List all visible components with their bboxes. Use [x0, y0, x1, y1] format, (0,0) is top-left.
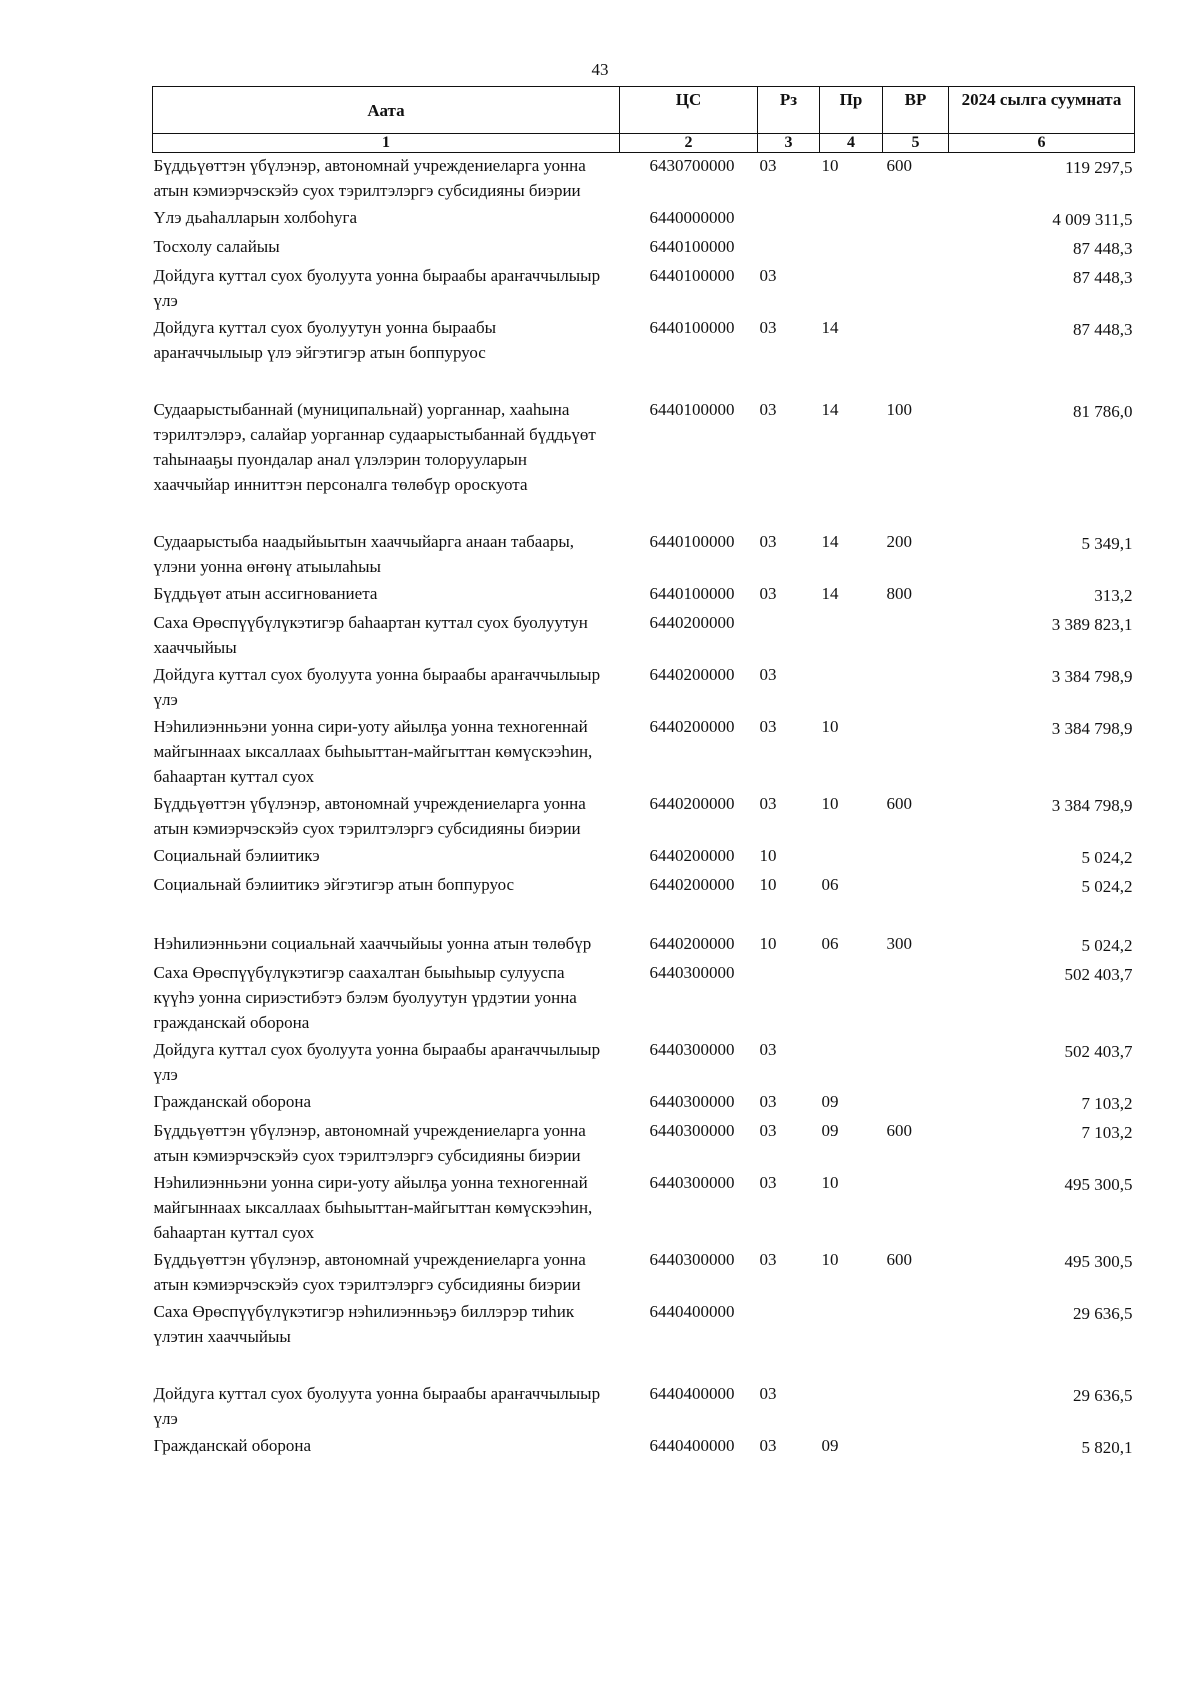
cell-vr [883, 205, 949, 234]
cell-rz: 03 [759, 1384, 777, 1403]
cell-rz: 03 [759, 1121, 777, 1140]
cell-sum: 29 636,5 [1073, 1304, 1133, 1323]
cell-rz [758, 960, 820, 1037]
header-vr: ВР [883, 87, 949, 134]
cell-vr: 600 [886, 156, 912, 175]
cell-name: Социальнай бэлиитикэ [153, 846, 320, 865]
cell-rz [758, 205, 820, 234]
cell-cs: 6440300000 [649, 1250, 735, 1269]
cell-rz: 03 [759, 584, 777, 603]
cell-name: Гражданскай оборона [153, 1092, 312, 1111]
cell-sum: 502 403,7 [1064, 1042, 1133, 1061]
cell-rz [758, 1299, 820, 1381]
cell-sum: 87 448,3 [1073, 268, 1133, 287]
cell-vr [883, 1037, 949, 1089]
cell-cs: 6440300000 [649, 1173, 735, 1192]
cell-vr: 600 [886, 1121, 912, 1140]
table-row [153, 960, 1135, 1037]
cell-cs: 6440000000 [649, 208, 735, 227]
cell-vr [883, 315, 949, 397]
header-num-cs: 2 [620, 134, 758, 153]
cell-rz: 10 [759, 934, 777, 953]
cell-sum: 7 103,2 [1081, 1094, 1133, 1113]
cell-sum: 87 448,3 [1073, 320, 1133, 339]
cell-cs: 6440200000 [649, 717, 735, 736]
cell-name: Бүддьүөттэн үбүлэнэр, автономнай учреждениеларга уонна атын кэмиэрчэскэйэ суох тэрилтэлэргэ субсидияны биэрии [153, 156, 586, 200]
cell-vr [883, 843, 949, 872]
header-num-vr: 5 [883, 134, 949, 153]
cell-sum: 5 820,1 [1081, 1438, 1133, 1457]
table-row [153, 714, 1135, 791]
header-num-pr: 4 [820, 134, 883, 153]
cell-rz: 10 [759, 846, 777, 865]
cell-pr: 06 [821, 934, 839, 953]
cell-pr [820, 1037, 883, 1089]
cell-rz: 03 [759, 1040, 777, 1059]
cell-cs: 6440400000 [649, 1384, 735, 1403]
cell-pr [820, 960, 883, 1037]
cell-name: Дойдуга куттал суох буолуутун уонна быраабы араҥаччылыыр үлэ эйгэтигэр атын боппуруос [153, 318, 497, 362]
cell-vr: 100 [886, 400, 912, 419]
cell-sum: 502 403,7 [1064, 965, 1133, 984]
cell-cs: 6440200000 [649, 846, 735, 865]
table-row [153, 205, 1135, 234]
header-num-rz: 3 [758, 134, 820, 153]
cell-name: Дойдуга куттал суох буолуута уонна быраабы араҥаччылыыр үлэ [153, 1384, 601, 1428]
cell-vr [883, 872, 949, 931]
cell-sum: 3 384 798,9 [1051, 796, 1133, 815]
cell-vr [883, 1381, 949, 1433]
table-row [153, 153, 1135, 206]
table-row [153, 872, 1135, 931]
cell-cs: 6440400000 [649, 1302, 735, 1321]
cell-sum: 5 349,1 [1081, 534, 1133, 553]
cell-vr [883, 1299, 949, 1381]
cell-sum: 87 448,3 [1073, 239, 1133, 258]
header-num-name: 1 [153, 134, 620, 153]
table-row [153, 1037, 1135, 1089]
cell-vr: 300 [886, 934, 912, 953]
cell-pr: 06 [821, 875, 839, 894]
cell-pr: 09 [821, 1092, 839, 1111]
table-row [153, 397, 1135, 529]
cell-name: Нэһилиэнньэни уонна сири-уоту айылҕа уонна техногеннай майгыннаах ыксаллаах быһыыттан-майгыттан көмүскээһин, баһаартан куттал суох [153, 717, 593, 786]
table-row [153, 791, 1135, 843]
cell-vr [883, 1170, 949, 1247]
table-row [153, 315, 1135, 397]
cell-pr [820, 1299, 883, 1381]
header-rz: Рз [758, 87, 820, 134]
table-row [153, 234, 1135, 263]
cell-sum: 495 300,5 [1064, 1252, 1133, 1271]
cell-rz [758, 234, 820, 263]
cell-name: Үлэ дьаһалларын холбоһуга [153, 208, 358, 227]
cell-cs: 6440100000 [649, 266, 735, 285]
cell-rz: 03 [759, 794, 777, 813]
cell-sum: 5 024,2 [1081, 936, 1133, 955]
cell-name: Гражданскай оборона [153, 1436, 312, 1455]
cell-rz [758, 610, 820, 662]
cell-name: Бүддьүөттэн үбүлэнэр, автономнай учреждениеларга уонна атын кэмиэрчэскэйэ суох тэрилтэлэргэ субсидияны биэрии [153, 1121, 586, 1165]
cell-rz: 03 [759, 717, 777, 736]
cell-cs: 6440200000 [649, 665, 735, 684]
cell-rz: 03 [759, 532, 777, 551]
cell-sum: 3 384 798,9 [1051, 667, 1133, 686]
cell-vr [883, 1433, 949, 1462]
table-row [153, 581, 1135, 610]
cell-cs: 6440100000 [649, 400, 735, 419]
header-name: Аата [153, 87, 620, 134]
cell-vr: 800 [886, 584, 912, 603]
cell-pr [820, 662, 883, 714]
table-row [153, 1433, 1135, 1462]
cell-pr: 09 [821, 1121, 839, 1140]
cell-name: Нэһилиэнньэни социальнай хааччыйыы уонна атын төлөбүр [153, 934, 592, 953]
header-sum: 2024 сылга суумната [949, 87, 1135, 134]
cell-name: Саха Өрөспүүбүлүкэтигэр нэһилиэнньэҕэ биллэрэр тиһик үлэтин хааччыйыы [153, 1302, 575, 1346]
cell-name: Саха Өрөспүүбүлүкэтигэр баһаартан куттал суох буолуутун хааччыйыы [153, 613, 588, 657]
cell-vr: 600 [886, 1250, 912, 1269]
cell-pr [820, 205, 883, 234]
cell-pr: 14 [821, 400, 839, 419]
cell-pr: 14 [821, 584, 839, 603]
cell-pr: 10 [821, 156, 839, 175]
cell-cs: 6440300000 [649, 1121, 735, 1140]
cell-rz: 03 [759, 318, 777, 337]
cell-pr: 10 [821, 794, 839, 813]
cell-rz: 10 [759, 875, 777, 894]
cell-name: Дойдуга куттал суох буолуута уонна быраабы араҥаччылыыр үлэ [153, 665, 601, 709]
cell-vr: 600 [886, 794, 912, 813]
cell-vr [883, 610, 949, 662]
cell-pr: 14 [821, 532, 839, 551]
cell-rz: 03 [759, 1092, 777, 1111]
cell-name: Тосхолу салайыы [153, 237, 280, 256]
cell-name: Бүддьүөт атын ассигнованиета [153, 584, 378, 603]
cell-name: Судаарыстыба наадыйыытын хааччыйарга анаан табаары, үлэни уонна өҥөнү атыылаһыы [153, 532, 575, 576]
page-number: 43 [591, 60, 609, 79]
cell-cs: 6440200000 [649, 934, 735, 953]
cell-cs: 6440200000 [649, 794, 735, 813]
cell-rz: 03 [759, 1173, 777, 1192]
cell-vr [883, 960, 949, 1037]
table-row [153, 1381, 1135, 1433]
cell-pr [820, 1381, 883, 1433]
cell-pr: 10 [821, 717, 839, 736]
cell-pr [820, 843, 883, 872]
cell-name: Дойдуга куттал суох буолуута уонна быраабы араҥаччылыыр үлэ [153, 266, 601, 310]
cell-cs: 6440200000 [649, 613, 735, 632]
table-row [153, 662, 1135, 714]
cell-sum: 4 009 311,5 [1052, 210, 1133, 229]
table-row [153, 1299, 1135, 1381]
cell-sum: 81 786,0 [1073, 402, 1133, 421]
table-row [153, 1247, 1135, 1299]
table-row [153, 529, 1135, 581]
cell-pr: 09 [821, 1436, 839, 1455]
cell-sum: 7 103,2 [1081, 1123, 1133, 1142]
cell-name: Дойдуга куттал суох буолуута уонна быраабы араҥаччылыыр үлэ [153, 1040, 601, 1084]
cell-rz: 03 [759, 266, 777, 285]
table-row [153, 843, 1135, 872]
header-cs: ЦС [620, 87, 758, 134]
cell-pr [820, 610, 883, 662]
table-row [153, 263, 1135, 315]
budget-table [152, 86, 1135, 1462]
cell-name: Бүддьүөттэн үбүлэнэр, автономнай учреждениеларга уонна атын кэмиэрчэскэйэ суох тэрилтэлэргэ субсидияны биэрии [153, 1250, 586, 1294]
cell-sum: 119 297,5 [1065, 158, 1133, 177]
cell-rz: 03 [759, 665, 777, 684]
cell-cs: 6440300000 [649, 1092, 735, 1111]
cell-pr: 14 [821, 318, 839, 337]
cell-vr [883, 1089, 949, 1118]
cell-cs: 6440300000 [649, 1040, 735, 1059]
cell-vr [883, 263, 949, 315]
cell-cs: 6440400000 [649, 1436, 735, 1455]
cell-sum: 5 024,2 [1081, 877, 1133, 896]
cell-cs: 6440100000 [649, 237, 735, 256]
table-body [153, 153, 1135, 1463]
cell-name: Судаарыстыбаннай (муниципальнай) уорганнар, хааһына тэрилтэлэрэ, салайар уорганнар судаарыстыбаннай бүддьүөт таһынааҕы пуондалар анал үлэлэрин толорууларын хааччыйар инниттэн персоналга төлөбүр ороскуота [153, 400, 596, 494]
cell-sum: 3 384 798,9 [1051, 719, 1133, 738]
cell-cs: 6440300000 [649, 963, 735, 982]
cell-vr [883, 662, 949, 714]
table-row [153, 1089, 1135, 1118]
cell-rz: 03 [759, 156, 777, 175]
cell-vr [883, 714, 949, 791]
cell-sum: 313,2 [1094, 586, 1133, 605]
table-header [153, 87, 1135, 153]
cell-vr [883, 234, 949, 263]
cell-name: Саха Өрөспүүбүлүкэтигэр саахалтан быыһыыр сулууспа күүһэ уонна сириэстибэтэ бэлэм буолуутун үрдэтии уонна гражданскай оборона [153, 963, 577, 1032]
cell-vr: 200 [886, 532, 912, 551]
cell-rz: 03 [759, 1436, 777, 1455]
cell-cs: 6440100000 [649, 584, 735, 603]
table-row [153, 610, 1135, 662]
header-pr: Пр [820, 87, 883, 134]
header-num-sum: 6 [949, 134, 1135, 153]
cell-pr [820, 234, 883, 263]
cell-rz: 03 [759, 400, 777, 419]
cell-cs: 6430700000 [649, 156, 735, 175]
cell-pr: 10 [821, 1173, 839, 1192]
cell-cs: 6440100000 [649, 318, 735, 337]
cell-name: Бүддьүөттэн үбүлэнэр, автономнай учреждениеларга уонна атын кэмиэрчэскэйэ суох тэрилтэлэргэ субсидияны биэрии [153, 794, 586, 838]
cell-sum: 29 636,5 [1073, 1386, 1133, 1405]
table-row [153, 1118, 1135, 1170]
cell-sum: 5 024,2 [1081, 848, 1133, 867]
cell-pr [820, 263, 883, 315]
cell-cs: 6440200000 [649, 875, 735, 894]
cell-rz: 03 [759, 1250, 777, 1269]
cell-name: Нэһилиэнньэни уонна сири-уоту айылҕа уонна техногеннай майгыннаах ыксаллаах быһыыттан-майгыттан көмүскээһин, баһаартан куттал суох [153, 1173, 593, 1242]
cell-pr: 10 [821, 1250, 839, 1269]
table-row [153, 1170, 1135, 1247]
cell-cs: 6440100000 [649, 532, 735, 551]
cell-sum: 3 389 823,1 [1051, 615, 1133, 634]
table-row [153, 931, 1135, 960]
cell-name: Социальнай бэлиитикэ эйгэтигэр атын боппуруос [153, 875, 515, 894]
cell-sum: 495 300,5 [1064, 1175, 1133, 1194]
